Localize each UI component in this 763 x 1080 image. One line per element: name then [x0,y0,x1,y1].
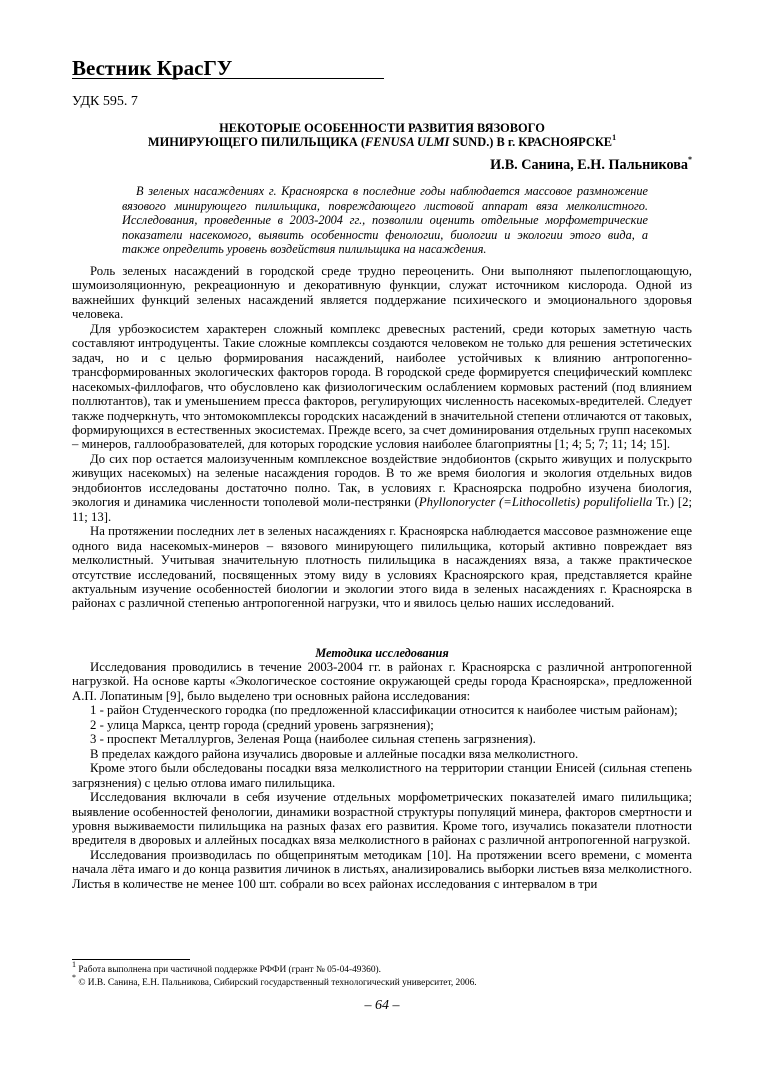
paragraph: Исследования включали в себя изучение отдельных морфометрических показателей имаго пилильщика; выявление особенностей фенологии, динамики возрастной структуры популяций минера, факторов смертности и уровня выживаемости пилильщика на разных фазах его развития. Кроме того, изучались показатели плотности вредителя в дворовых и аллейных посадках вяза мелколистного в районах с различной антропогенной нагрузкой. [72,790,692,848]
paragraph: Для урбоэкосистем характерен сложный комплекс древесных растений, среди которых заметную часть составляют интродуценты. Такие сложные комплексы создаются человеком не только для решения эстетических задач, но и с целью формирования насаждений, наиболее устойчивых к влиянию антропогенно-трансформированных экологических факторов города. В городской среде формируется специфический комплекс насекомых-филлофагов, что обусловлено как физиологическим ослаблением кормовых растений (под влиянием поллютантов), так и уменьшением пресса факторов, регулирующих численность насекомых-вредителей. Следует также подчеркнуть, что энтомокомплексы городских насаждений в значительной степени отличаются от таковых, формирующихся в естественных экосистемах. Прежде всего, за счет доминирования отдельных групп насекомых – минеров, галлообразователей, для которых городские условия наиболее благоприятны [1; 4; 5; 7; 11; 14; 15]. [72,321,692,452]
article-title [72,121,692,149]
paragraph: Исследования проводились в течение 2003-2004 гг. в районах г. Красноярска с различной антропогенной нагрузкой. На основе карты «Экологическое состояние окружающей среды города Красноярска», предложенной А.П. Лопатиным [9], было выделено три основных района исследования: [72,660,692,703]
footnote-text: Работа выполнена при частичной поддержке РФФИ (грант № 05-04-49360). [78,965,382,975]
list-item: 1 - район Студенческого городка (по предложенной классификации относится к наиболее чистым районам); [90,703,678,718]
footnote-rule [72,959,190,960]
list-item: 3 - проспект Металлургов, Зеленая Роща (наиболее сильная степень загрязнения). [90,732,536,747]
header-rule [72,78,384,79]
paragraph: Кроме этого были обследованы посадки вяза мелколистного на территории станции Енисей (сильная степень загрязнения) с целью отлова имаго пилильщика. [72,761,692,790]
abstract [122,184,648,257]
title-footnote-mark: 1 [612,132,617,142]
title-line-1: НЕКОТОРЫЕ ОСОБЕННОСТИ РАЗВИТИЯ ВЯЗОВОГО [219,121,545,135]
footnote-1 [72,959,692,976]
paragraph-text: До сих пор остается малоизученным комплексное воздействие эндобионтов (скрыто живущих и полускрыто живущих насекомых) на зеленые насаждения городов. В то же время биология и экология отдельных видов эндобионтов исследованы достаточно полно. Так, в условиях г. Красноярска подробно изучена биология, экология и динамика численности тополевой моли-пестрянки ( [72,451,692,510]
authors [490,157,692,174]
paragraph: На протяжении последних лет в зеленых насаждениях г. Красноярска наблюдается массовое размножение еще одного вида насекомых-минеров – вязового минирующего пилильщика, который активно повреждает вяз мелколистный. Учитывая значительную плотность пилильщика в насаждениях вяза, а также практическое отсутствие исследований, посвященных этому виду в условиях Красноярского края, представляется крайне актуальным изучение особенностей биологии и экологии этого вида в зеленых насаждениях г. Красноярска в районах с различной степенью антропогенной нагрузки, что и явилось целью наших исследований. [72,524,692,611]
author-names: И.В. Санина, Е.Н. Пальникова [490,157,688,173]
title-line-2-pre: МИНИРУЮЩЕГО ПИЛИЛЬЩИКА ( [147,135,365,149]
footnote-text: © И.В. Санина, Е.Н. Пальникова, Сибирский государственный технологический университет, 2006. [78,978,477,988]
footnote-mark: * [72,972,76,982]
species-name: Phyllonorycter (=Lithocolletis) populifoliella [418,495,653,510]
paragraph: Роль зеленых насаждений в городской среде трудно переоценить. Они выполняют пылепоглощающую, шумоизоляционную, рекреационную и декоративную функции, служат источником кислорода. Одной из важнейших функций зеленых насаждений является поддержание психического и эмоционального здоровья человека. [72,264,692,322]
udk-code: УДК 595. 7 [72,94,138,109]
methods-section [72,660,692,891]
title-line-2-post: SUND.) В г. КРАСНОЯРСКЕ [449,135,613,149]
paragraph-text: Tr.) [2; 11; 13]. [72,495,692,524]
paragraph [72,452,692,524]
species-name: FENUSA ULMI [365,135,450,149]
list-item: 2 - улица Маркса, центр города (средний уровень загрязнения); [90,717,434,732]
introduction [72,264,692,611]
author-footnote-mark: * [688,155,692,165]
footnote-mark: 1 [72,959,76,969]
footnote-2 [72,972,692,989]
page-number: – 64 – [364,998,400,1013]
section-heading: Методика исследования [315,646,449,660]
paragraph: Исследования производилась по общепринятым методикам [10]. На протяжении всего времени, с момента начала лёта имаго и до конца развития личинок в листьях, анализировались выборки листьев вяза мелколистного. Листья в количестве не менее 100 шт. собрали во всех районах исследования с интервалом в три [72,847,692,891]
abstract-text: В зеленых насаждениях г. Красноярска в последние годы наблюдается массовое размножение вязового минирующего пилильщика, повреждающего листовой аппарат вяза мелколистного. Исследования, проведенные в 2003-2004 гг., позволили оценить отдельные морфометрические показатели насекомого, выявить особенности фенологии, биологии и экологии этого вида, а также определить уровень воздействия пилильщика на насаждения. [122,184,648,256]
title-line-2 [72,132,692,149]
paragraph: В пределах каждого района изучались дворовые и аллейные посадки вяза мелколистного. [90,746,579,761]
journal-title: Вестник КрасГУ [72,56,233,80]
